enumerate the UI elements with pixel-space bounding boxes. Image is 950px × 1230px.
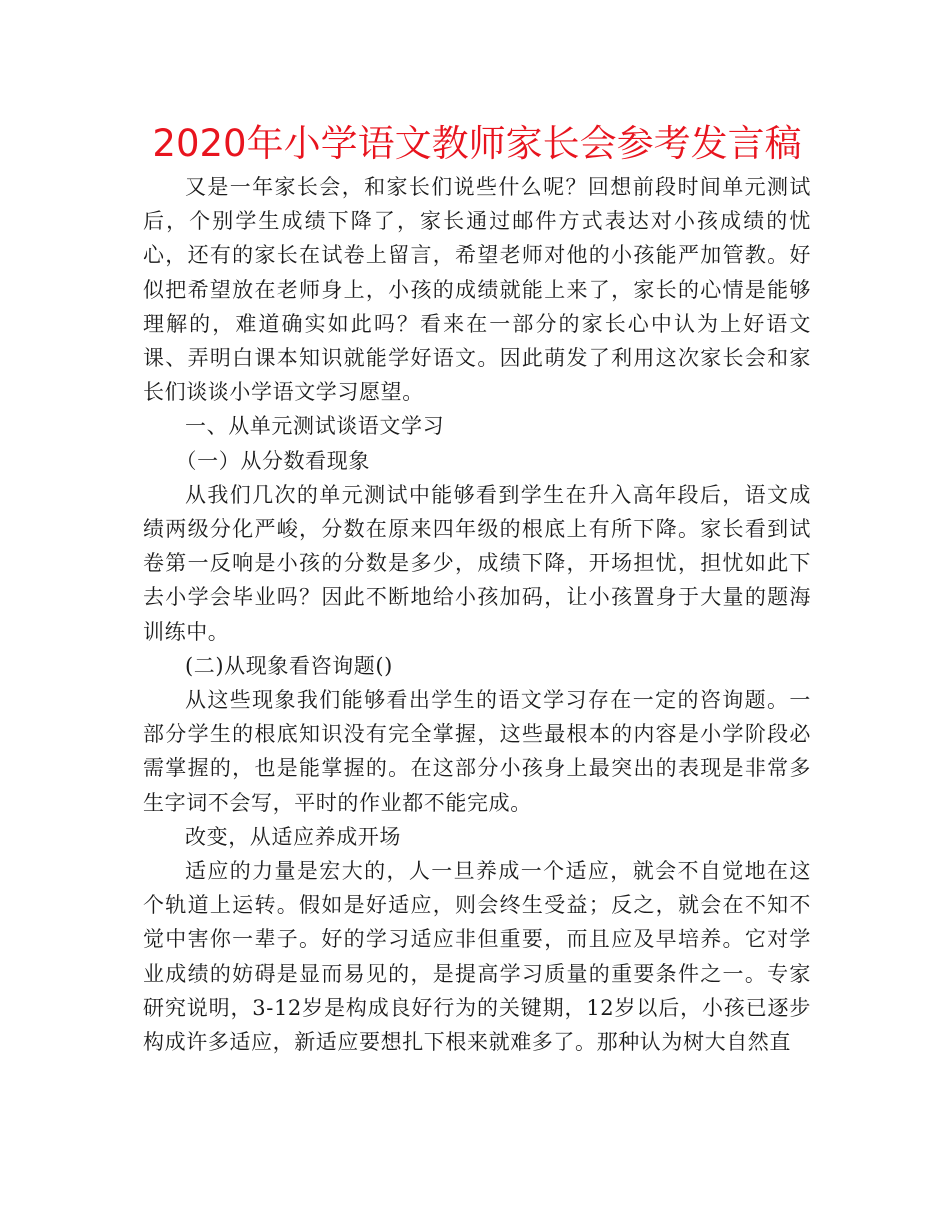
subsection-heading-2: (二)从现象看咨询题() [185,653,393,678]
document-body [143,170,811,1059]
section-heading-habits: 改变，从适应养成开场 [185,824,401,849]
document-title: 2020年小学语文教师家长会参考发言稿 [152,122,802,165]
subsection-heading-1: （一）从分数看现象 [175,448,370,473]
paragraph-scores: 从我们几次的单元测试中能够看到学生在升入高年段后，语文成绩两级分化严峻，分数在原来四年级的根底上有所下降。家长看到试卷第一反响是小孩的分数是多少，成绩下降，开场担忧，担忧如此下去小学会毕业吗？因此不断地给小孩加码，让小孩置身于大量的题海训练中。 [143,482,811,644]
paragraph-habits: 适应的力量是宏大的，人一旦养成一个适应，就会不自觉地在这个轨道上运转。假如是好适应，则会终生受益；反之，就会在不知不觉中害你一辈子。好的学习适应非但重要，而且应及早培养。它对学业成绩的妨碍是显而易见的，是提高学习质量的重要条件之一。专家研究说明，3-12岁是构成良好行为的关键期，12岁以后，小孩已逐步构成许多适应，新适应要想扎下根来就难多了。那种认为树大自然直 [143,859,811,1055]
paragraph-problems: 从这些现象我们能够看出学生的语文学习存在一定的咨询题。一部分学生的根底知识没有完全掌握，这些最根本的内容是小学阶段必需掌握的，也是能掌握的。在这部分小孩身上最突出的表现是非常多生字词不会写，平时的作业都不能完成。 [143,688,811,815]
section-heading-1: 一、从单元测试谈语文学习 [185,414,445,439]
document-page [143,118,811,1059]
paragraph-intro: 又是一年家长会，和家长们说些什么呢？回想前段时间单元测试后，个别学生成绩下降了，家长通过邮件方式表达对小孩成绩的忧心，还有的家长在试卷上留言，希望老师对他的小孩能严加管教。好似把希望放在老师身上，小孩的成绩就能上来了，家长的心情是能够理解的，难道确实如此吗？看来在一部分的家长心中认为上好语文课、弄明白课本知识就能学好语文。因此萌发了利用这次家长会和家长们谈谈小学语文学习愿望。 [143,175,811,405]
